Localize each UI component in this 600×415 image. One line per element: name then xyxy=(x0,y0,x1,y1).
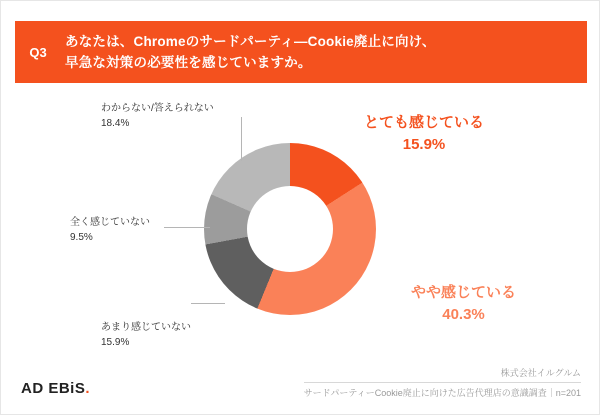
question-header xyxy=(15,21,587,83)
label-not-much xyxy=(101,320,191,350)
footer-credits xyxy=(304,366,581,400)
question-number-badge: Q3 xyxy=(15,21,61,83)
label-dont-know-name: わからない/答えられない xyxy=(101,103,214,114)
adebis-logo xyxy=(21,380,90,397)
label-somewhat-feel-name: やや感じている xyxy=(411,284,517,301)
label-somewhat-feel-pct: 40.3% xyxy=(442,306,485,323)
label-not-at-all-name: 全く感じていない xyxy=(70,217,150,228)
chart-area xyxy=(1,87,600,355)
question-title-line-2: 早急な対策の必要性を感じていますか。 xyxy=(65,55,312,70)
footer-company: 株式会社イルグルム xyxy=(500,368,581,378)
label-not-at-all xyxy=(70,215,150,245)
leader-line-top xyxy=(241,117,242,161)
leader-line-left xyxy=(164,227,210,228)
donut-chart xyxy=(204,143,376,315)
footer-survey: サードパーティーCookie廃止に向けた広告代理店の意識調査｜n=201 xyxy=(304,382,581,400)
label-strongly-feel-pct: 15.9% xyxy=(402,136,446,153)
adebis-logo-text: AD EBiS xyxy=(21,380,86,397)
label-strongly-feel xyxy=(364,112,484,156)
label-not-at-all-pct: 9.5% xyxy=(70,232,93,243)
label-somewhat-feel xyxy=(411,282,516,326)
label-not-much-name: あまり感じていない xyxy=(101,322,191,333)
label-dont-know-pct: 18.4% xyxy=(101,118,130,129)
adebis-logo-dot: . xyxy=(85,380,91,397)
label-strongly-feel-name: とても感じている xyxy=(364,114,485,131)
label-dont-know xyxy=(101,101,214,131)
donut-center-hole xyxy=(247,186,333,272)
leader-line-bottom-left xyxy=(191,303,225,304)
question-title xyxy=(61,21,587,83)
label-not-much-pct: 15.9% xyxy=(101,337,130,348)
question-title-line-1: あなたは、Chromeのサードパーティ―Cookie廃止に向け、 xyxy=(65,34,436,49)
